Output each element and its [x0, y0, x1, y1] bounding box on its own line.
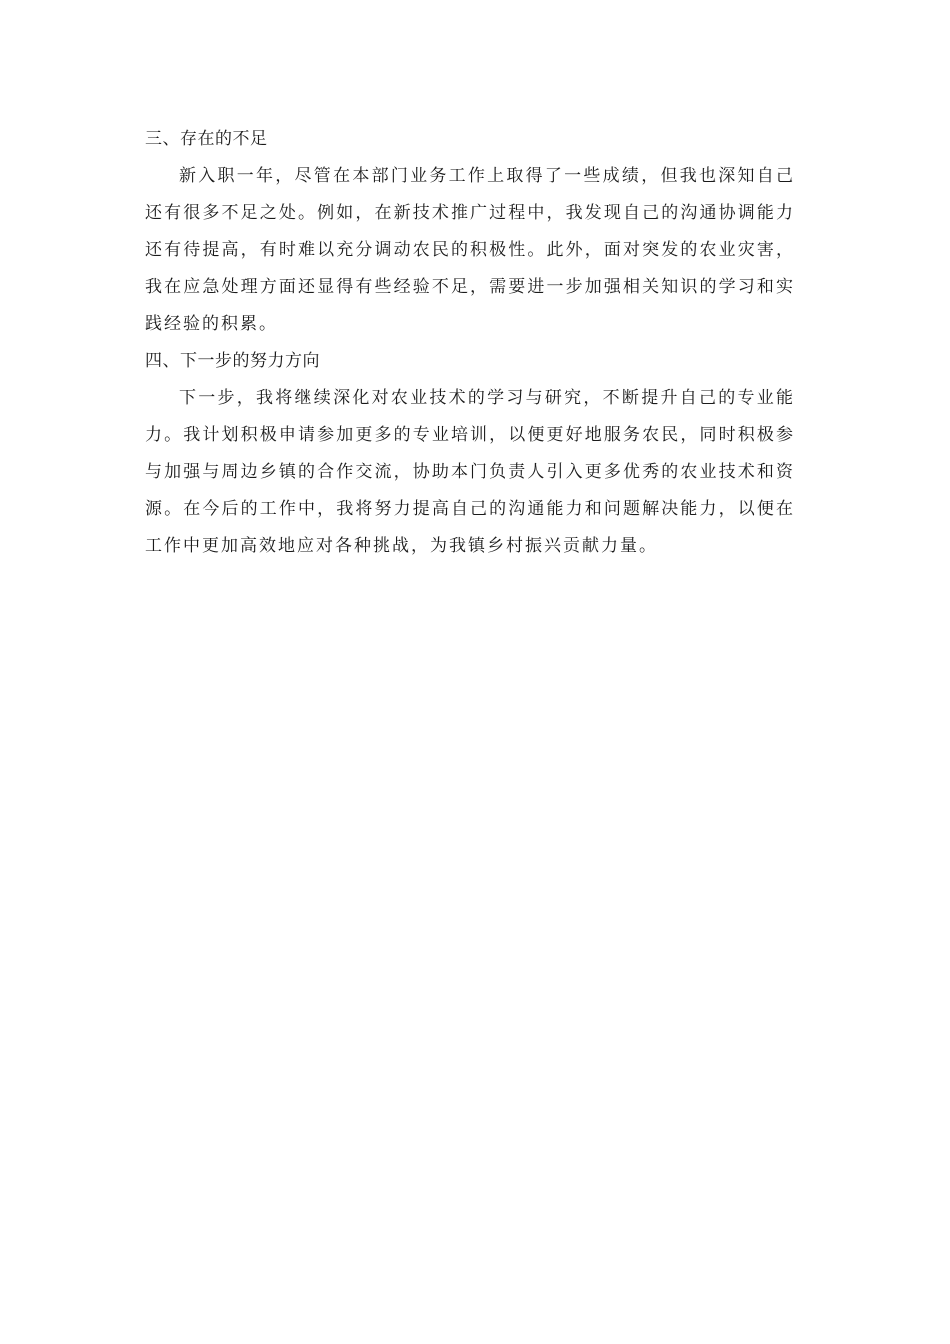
section-paragraph-shortcomings: 新入职一年，尽管在本部门业务工作上取得了一些成绩，但我也深知自己还有很多不足之处。例如，在新技术推广过程中，我发现自己的沟通协调能力还有待提高，有时难以充分调动农民的积极性。此外，面对突发的农业灾害，我在应急处理方面还显得有些经验不足，需要进一步加强相关知识的学习和实践经验的积累。	[145, 166, 795, 334]
section-heading-shortcomings: 三、存在的不足	[145, 129, 268, 149]
section-heading-next-steps: 四、下一步的努力方向	[145, 351, 320, 371]
section-paragraph-next-steps: 下一步，我将继续深化对农业技术的学习与研究，不断提升自己的专业能力。我计划积极申请参加更多的专业培训，以便更好地服务农民，同时积极参与加强与周边乡镇的合作交流，协助本门负责人引入更多优秀的农业技术和资源。在今后的工作中，我将努力提高自己的沟通能力和问题解决能力，以便在工作中更加高效地应对各种挑战，为我镇乡村振兴贡献力量。	[145, 388, 795, 556]
document-body	[145, 121, 795, 565]
